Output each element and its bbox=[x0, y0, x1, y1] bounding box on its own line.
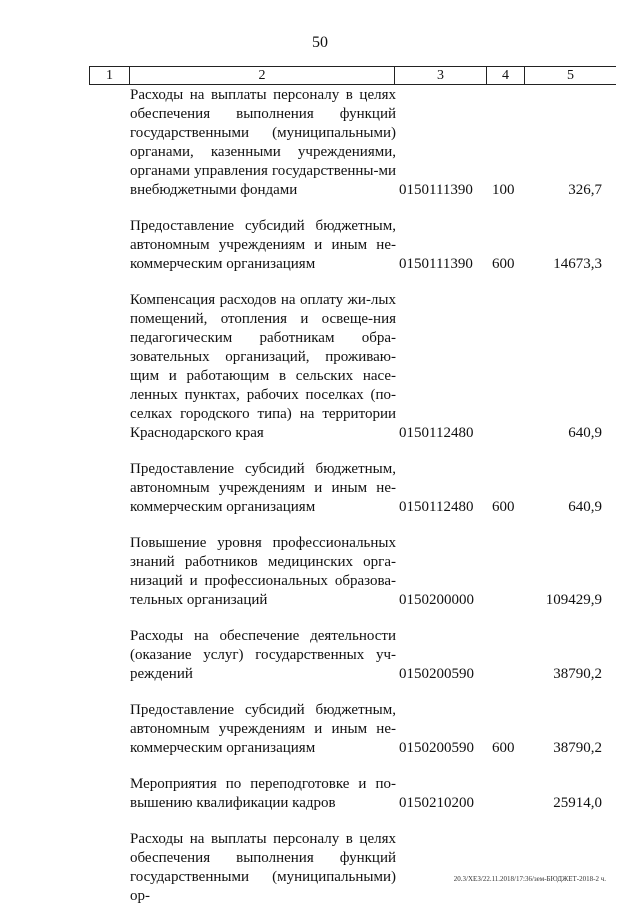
row-expense-type: 600 bbox=[492, 499, 515, 515]
page-number: 50 bbox=[312, 34, 328, 51]
row-description: Предоставление субсидий бюджетным, автономным учреждениям и иным не-коммерческим организациям bbox=[130, 702, 396, 756]
table-row bbox=[89, 830, 616, 906]
table-row bbox=[89, 775, 616, 813]
row-code: 0150200590 bbox=[399, 740, 474, 756]
table-row bbox=[89, 86, 616, 200]
table-row bbox=[89, 534, 616, 610]
row-description: Предоставление субсидий бюджетным, автономным учреждениям и иным не-коммерческим организациям bbox=[130, 218, 396, 272]
header-col-2: 2 bbox=[130, 67, 395, 84]
row-amount: 109429,9 bbox=[545, 592, 602, 608]
row-code: 0150112480 bbox=[399, 425, 474, 441]
row-description: Расходы на обеспечение деятельности (оказание услуг) государственных уч-реждений bbox=[130, 628, 396, 682]
row-amount: 25914,0 bbox=[553, 795, 602, 811]
table-row bbox=[89, 217, 616, 274]
table-row bbox=[89, 460, 616, 517]
row-expense-type: 600 bbox=[492, 256, 515, 272]
row-amount: 326,7 bbox=[568, 182, 602, 198]
table-body bbox=[89, 86, 616, 923]
row-code: 0150200590 bbox=[399, 666, 474, 682]
row-amount: 640,9 bbox=[568, 499, 602, 515]
table-row bbox=[89, 627, 616, 684]
row-expense-type: 100 bbox=[492, 182, 515, 198]
row-code: 0150111390 bbox=[399, 182, 473, 198]
row-description: Повышение уровня профессиональных знаний работников медицинских орга-низаций и профессиональных образова-тельных организаций bbox=[130, 535, 396, 608]
row-code: 0150112480 bbox=[399, 499, 474, 515]
row-code: 0150111390 bbox=[399, 256, 473, 272]
row-description: Компенсация расходов на оплату жи-лых помещений, отопления и освеще-ния педагогическим работникам обра-зовательных организаций, проживаю-щим и работающим в сельских насе-ленных пунктах, рабочих поселках (по-селках городского типа) на территории Краснодарского края bbox=[130, 292, 396, 441]
row-code: 0150210200 bbox=[399, 795, 474, 811]
header-col-5: 5 bbox=[567, 68, 574, 83]
row-expense-type: 600 bbox=[492, 740, 515, 756]
row-code: 0150200000 bbox=[399, 592, 474, 608]
header-col-3: 3 bbox=[395, 67, 487, 84]
row-amount: 14673,3 bbox=[553, 256, 602, 272]
row-description: Расходы на выплаты персоналу в целях обеспечения выполнения функций государственными (муниципальными) ор- bbox=[130, 831, 396, 904]
row-amount: 38790,2 bbox=[553, 740, 602, 756]
header-col-1: 1 bbox=[89, 67, 130, 84]
row-description: Предоставление субсидий бюджетным, автономным учреждениям и иным не-коммерческим организациям bbox=[130, 461, 396, 515]
row-amount: 640,9 bbox=[568, 425, 602, 441]
table-header bbox=[89, 66, 616, 85]
row-description: Мероприятия по переподготовке и по-вышению квалификации кадров bbox=[130, 776, 396, 811]
table-row bbox=[89, 291, 616, 443]
row-description: Расходы на выплаты персоналу в целях обеспечения выполнения функций государственными (муниципальными) органами, казенными учреждениями, органами управления государственны-ми внебюджетными фондами bbox=[130, 87, 396, 198]
header-col-4: 4 bbox=[487, 67, 525, 84]
table-row bbox=[89, 701, 616, 758]
footer-note: 20.3/ХЕЗ/22.11.2018/17:36/зем-БЮДЖЕТ-2018-2 ч. bbox=[453, 875, 606, 883]
row-amount: 38790,2 bbox=[553, 666, 602, 682]
